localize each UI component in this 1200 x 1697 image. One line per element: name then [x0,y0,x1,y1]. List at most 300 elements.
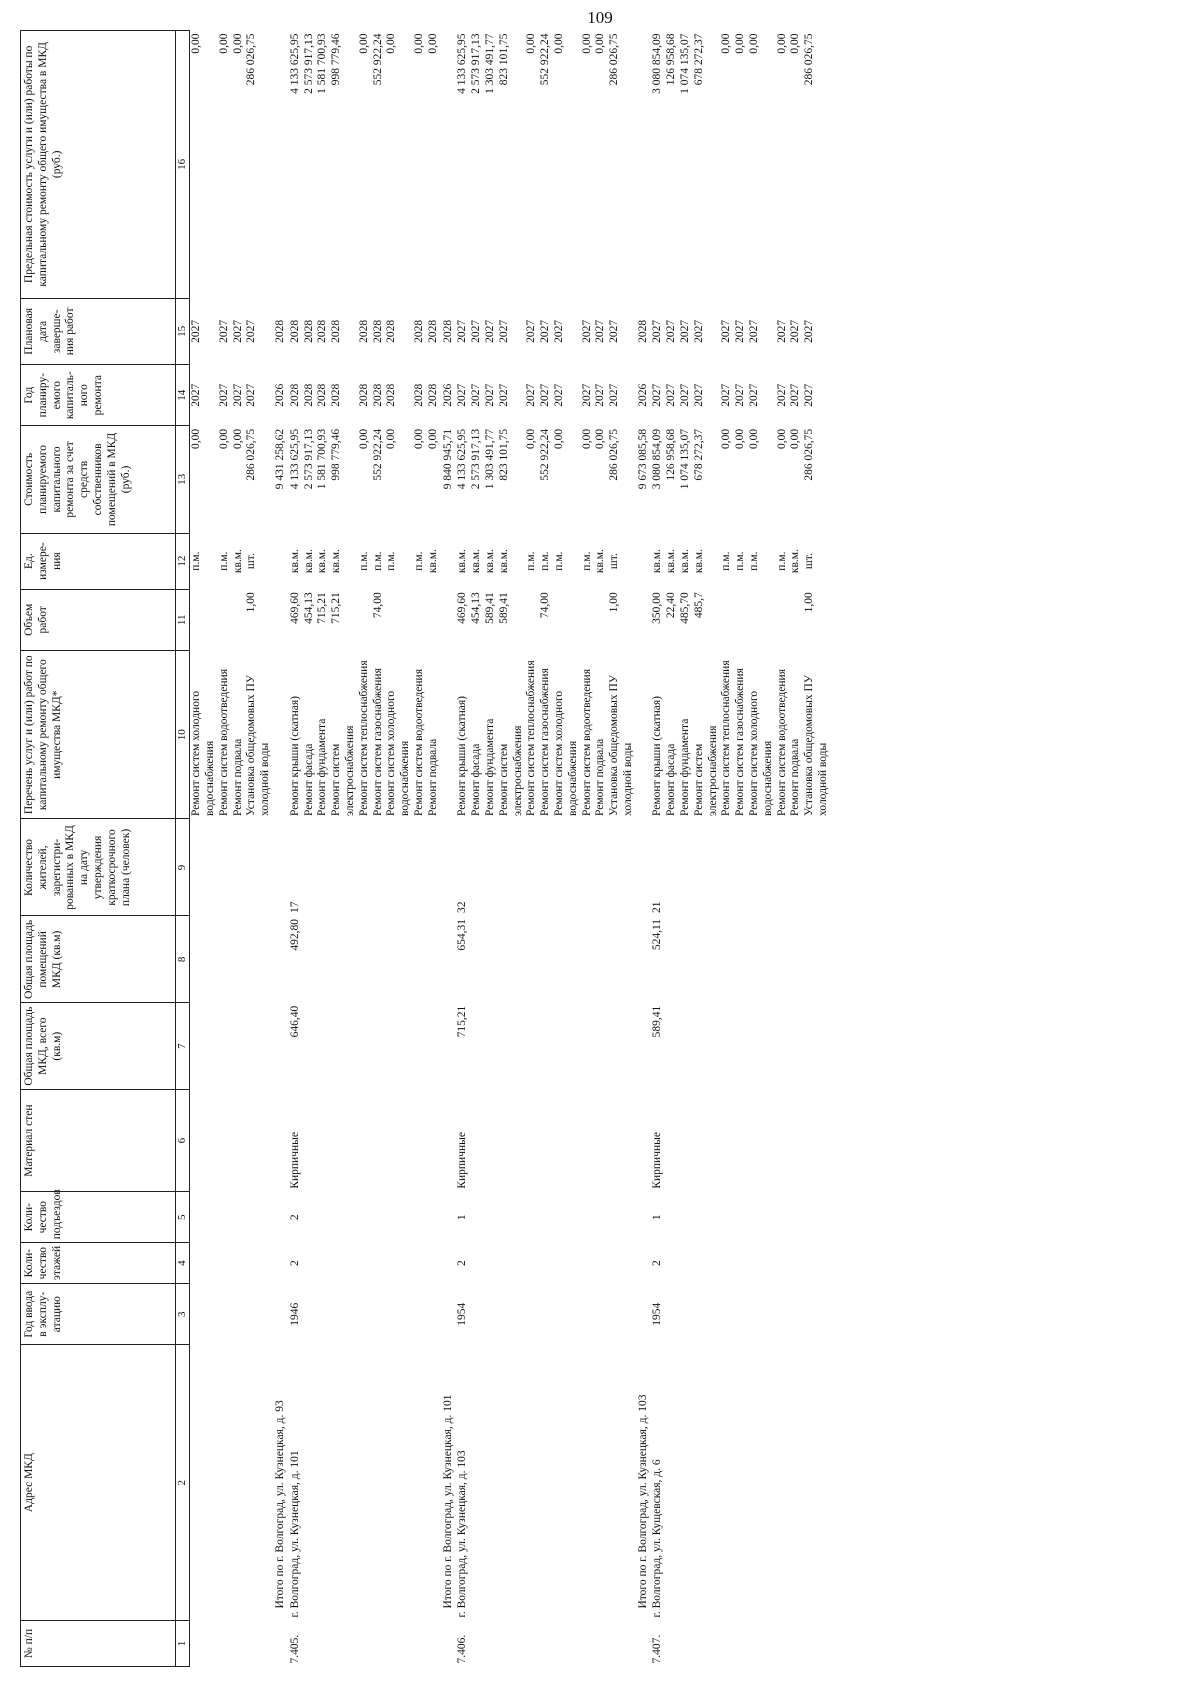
empty-cell [358,1003,372,1090]
empty-cell [372,1192,386,1243]
empty-cell [803,1192,831,1243]
table-row [385,31,413,1667]
empty-cell [498,1090,526,1192]
limit-cost-cell: 4 133 625,95 [456,33,469,94]
unit-cell: п.м. [525,551,538,571]
work-name-cell: Ремонт систем теплоснабжения [357,660,370,816]
limit-cost-cell: 2 573 917,13 [470,33,483,94]
empty-cell [372,1621,386,1667]
table-row [789,31,803,1667]
repair-year-cell: 2028 [288,383,301,407]
empty-cell [665,1090,679,1192]
unit-cell: кв.м. [594,549,607,574]
end-year-cell: 2028 [412,319,425,343]
entrances-cell: 1 [651,1214,664,1221]
cost-cell: 4 133 625,95 [288,428,301,490]
header-cell: Материал стен [21,1090,176,1192]
repair-year-cell: 2027 [580,383,593,407]
empty-cell [553,916,581,1003]
empty-cell [594,819,608,916]
end-year-cell: 2027 [692,319,705,343]
unit-cell: шт. [245,553,258,570]
work-name-cell: Ремонт фасада [665,743,678,816]
empty-cell [190,916,218,1003]
total-end-cell: 2028 [273,319,286,343]
volume-cell: 715,21 [330,592,343,624]
year-built-cell: 1954 [651,1302,664,1326]
cost-cell: 3 080 854,09 [651,428,664,490]
volume-cell [358,589,372,650]
limit-cost-cell: 1 074 135,07 [679,33,692,94]
repair-year-cell: 2027 [231,383,244,407]
work-name-cell: Ремонт подвала [789,738,802,816]
empty-cell [734,1243,748,1284]
limit-cost-cell: 0,00 [775,33,788,54]
unit-cell: п.м. [371,551,384,571]
unit-cell: шт. [803,553,816,570]
empty-cell [665,1192,679,1243]
work-name-cell: Ремонт фундамента [316,718,329,816]
work-name-cell: Ремонт систем теплоснабжения [525,660,538,816]
limit-cost-cell: 678 272,37 [692,33,705,86]
empty-cell [734,1621,748,1667]
table-row [427,31,441,1667]
volume-cell [413,589,427,650]
empty-cell [665,1284,679,1345]
empty-cell [693,1621,721,1667]
repair-year-cell: 2028 [330,383,343,407]
volume-cell: 715,21 [316,592,329,624]
empty-cell [665,1243,679,1284]
end-year-cell: 2027 [789,319,802,343]
empty-cell [385,1621,413,1667]
repair-year-cell: 2027 [483,383,496,407]
end-year-cell: 2027 [580,319,593,343]
empty-cell [553,1243,581,1284]
table-row [594,31,608,1667]
volume-cell [776,589,790,650]
empty-cell [303,1284,317,1345]
empty-cell [303,1192,317,1243]
empty-cell [665,819,679,916]
empty-cell [232,1243,246,1284]
table-row [470,31,484,1667]
header-cell: Адрес МКД [21,1345,176,1621]
end-year-cell: 2027 [217,319,230,343]
unit-cell: кв.м. [302,549,315,574]
empty-cell [748,1284,776,1345]
empty-cell [441,589,457,650]
repair-year-cell: 2028 [412,383,425,407]
table-row [303,31,317,1667]
empty-cell [608,1003,636,1090]
empty-cell [372,1284,386,1345]
column-number: 9 [176,819,190,916]
empty-cell [679,1243,693,1284]
area-premises-cell: 524,11 [651,918,664,951]
work-name-cell: Ремонт крыши (скатная) [651,696,664,816]
work-name-cell: Ремонт систем холодного водоснабжения [552,690,579,816]
empty-cell [218,1345,232,1621]
empty-cell [190,1621,218,1667]
volume-cell: 469,60 [288,592,301,624]
table-row [289,31,303,1667]
entrances-cell: 2 [288,1214,301,1221]
empty-cell [330,1243,358,1284]
table-row [525,31,539,1667]
empty-cell [316,916,330,1003]
empty-cell [316,1243,330,1284]
volume-cell [581,589,595,650]
volume-cell: 454,13 [470,592,483,624]
empty-cell [441,533,457,589]
empty-cell [748,1090,776,1192]
empty-cell [776,1090,790,1192]
empty-cell [190,1192,218,1243]
end-year-cell: 2027 [679,319,692,343]
empty-cell [470,916,484,1003]
empty-cell [789,819,803,916]
address-cell: г. Волгоград, ул. Кущевская, д. 6 [651,1459,664,1618]
empty-cell [720,1345,734,1621]
limit-cost-cell: 0,00 [594,33,607,54]
header-cell: Перечень услуг и (или) работ по капитальному ремонту общего имущества МКД* [21,650,176,819]
empty-cell [594,916,608,1003]
empty-cell [484,916,498,1003]
repair-year-cell: 2028 [302,383,315,407]
empty-cell [358,1621,372,1667]
unit-cell: кв.м. [470,549,483,574]
empty-cell [470,1621,484,1667]
work-name-cell: Ремонт систем газоснабжения [371,668,384,816]
volume-cell: 485,70 [679,592,692,624]
empty-cell [232,1003,246,1090]
capital-repair-table [20,30,831,1667]
empty-cell [525,1621,539,1667]
total-label: Итого по г. Волгоград, ул. Кузнецкая, д. 101 [441,1394,454,1609]
work-name-cell: Ремонт систем электроснабжения [692,725,719,816]
cost-cell: 0,00 [552,428,565,449]
empty-cell [190,819,218,916]
empty-cell [232,1090,246,1192]
empty-cell [581,916,595,1003]
end-year-cell: 2027 [775,319,788,343]
end-year-cell: 2027 [748,319,761,343]
end-year-cell: 2027 [552,319,565,343]
column-number: 10 [176,650,190,819]
volume-cell: 74,00 [539,592,552,619]
empty-cell [413,1090,427,1192]
header-cell: Плановая дата заверше-ния работ [21,298,176,364]
volume-cell: 589,41 [497,592,510,624]
empty-cell [372,819,386,916]
floors-cell: 2 [456,1260,469,1267]
empty-cell [273,533,289,589]
total-year-cell: 2026 [273,383,286,407]
total-cost-cell: 9 840 945,71 [441,428,454,490]
work-name-cell: Ремонт фундамента [483,718,496,816]
empty-cell [693,1192,721,1243]
empty-cell [190,1090,218,1192]
empty-cell [608,1192,636,1243]
unit-cell: п.м. [720,551,733,571]
empty-cell [734,1003,748,1090]
empty-cell [525,1284,539,1345]
table-row [484,31,498,1667]
empty-cell [734,819,748,916]
column-number: 14 [176,365,190,426]
empty-cell [539,1621,553,1667]
column-number: 3 [176,1284,190,1345]
empty-cell [693,819,721,916]
cost-cell: 0,00 [525,428,538,449]
unit-cell: кв.м. [316,549,329,574]
empty-cell [665,916,679,1003]
unit-cell: кв.м. [456,549,469,574]
empty-cell [190,1243,218,1284]
volume-cell [190,589,218,650]
empty-cell [734,1345,748,1621]
work-name-cell: Установка общедомовых ПУ холодной воды [245,675,272,816]
volume-cell: 469,60 [456,592,469,624]
empty-cell [539,819,553,916]
empty-cell [372,1003,386,1090]
total-cost-cell: 9 673 085,58 [636,428,649,490]
limit-cost-cell: 0,00 [720,33,733,54]
empty-cell [789,1621,803,1667]
empty-cell [720,1621,734,1667]
header-cell: Год ввода в эксплу-атацию [21,1284,176,1345]
empty-cell [330,819,358,916]
total-row [273,31,289,1667]
empty-cell [720,1090,734,1192]
unit-cell: кв.м. [330,549,343,574]
empty-cell [539,1192,553,1243]
cost-cell: 0,00 [385,428,398,449]
empty-cell [358,819,372,916]
empty-cell [470,1003,484,1090]
empty-cell [748,1003,776,1090]
empty-cell [245,1284,273,1345]
unit-cell: п.м. [552,551,565,571]
cost-cell: 1 303 491,77 [483,428,496,490]
empty-cell [273,589,289,650]
empty-cell [581,1192,595,1243]
empty-cell [232,1192,246,1243]
work-name-cell: Ремонт систем теплоснабжения [720,660,733,816]
total-year-cell: 2026 [636,383,649,407]
empty-cell [303,1003,317,1090]
end-year-cell: 2027 [803,319,816,343]
unit-cell: кв.м. [497,549,510,574]
work-name-cell: Ремонт фасада [302,743,315,816]
walls-cell: Кирпичные [651,1132,664,1189]
end-year-cell: 2028 [316,319,329,343]
empty-cell [413,916,427,1003]
empty-cell [594,1345,608,1621]
empty-cell [748,1243,776,1284]
empty-cell [776,1284,790,1345]
empty-cell [789,1192,803,1243]
total-year-cell: 2026 [441,383,454,407]
limit-cost-cell: 0,00 [580,33,593,54]
unit-cell: кв.м. [665,549,678,574]
empty-cell [372,1243,386,1284]
empty-cell [303,1621,317,1667]
empty-cell [190,1003,218,1090]
table-row [734,31,748,1667]
empty-cell [693,1243,721,1284]
cost-cell: 2 573 917,13 [302,428,315,490]
page-number: 109 [587,8,613,27]
empty-cell [218,1003,232,1090]
end-year-cell: 2027 [608,319,621,343]
table-row [748,31,776,1667]
empty-cell [218,916,232,1003]
end-year-cell: 2027 [594,319,607,343]
empty-cell [358,916,372,1003]
repair-year-cell: 2027 [525,383,538,407]
limit-cost-cell: 552 922,24 [539,33,552,86]
empty-cell [245,1243,273,1284]
header-cell: № п/п [21,1621,176,1667]
table-row [803,31,831,1667]
cost-cell: 286 026,75 [245,428,258,481]
empty-cell [218,1192,232,1243]
area-total-cell: 646,40 [288,1005,301,1038]
work-name-cell: Ремонт крыши (скатная) [288,696,301,816]
empty-cell [553,1284,581,1345]
empty-cell [358,1345,372,1621]
limit-cost-cell: 823 101,75 [497,33,510,86]
total-end-cell: 2028 [441,319,454,343]
work-name-cell: Ремонт крыши (скатная) [456,696,469,816]
cost-cell: 4 133 625,95 [456,428,469,490]
volume-cell: 589,41 [483,592,496,624]
limit-cost-cell: 0,00 [217,33,230,54]
empty-cell [303,819,317,916]
empty-cell [679,916,693,1003]
cost-cell: 998 779,46 [330,428,343,481]
empty-cell [693,1284,721,1345]
empty-cell [498,1003,526,1090]
volume-cell [525,589,539,650]
empty-cell [498,1345,526,1621]
empty-cell [553,819,581,916]
empty-cell [330,1621,358,1667]
repair-year-cell: 2027 [245,383,258,407]
empty-cell [776,819,790,916]
empty-cell [245,1621,273,1667]
empty-cell [232,916,246,1003]
empty-cell [358,1090,372,1192]
work-name-cell: Ремонт подвала [594,738,607,816]
header-cell: Коли-чество этажей [21,1243,176,1284]
empty-cell [245,916,273,1003]
empty-cell [316,1192,330,1243]
unit-cell: п.м. [190,551,203,571]
empty-cell [498,1284,526,1345]
empty-cell [427,1621,441,1667]
empty-cell [470,1192,484,1243]
residents-cell: 32 [456,901,469,913]
limit-cost-cell: 1 303 491,77 [483,33,496,94]
volume-cell [748,589,776,650]
empty-cell [803,1284,831,1345]
empty-cell [218,1243,232,1284]
area-total-cell: 715,21 [456,1005,469,1038]
empty-cell [776,1345,790,1621]
table-row [665,31,679,1667]
unit-cell: п.м. [357,551,370,571]
total-row [441,31,457,1667]
empty-cell [498,1192,526,1243]
empty-cell [776,916,790,1003]
empty-cell [594,1003,608,1090]
limit-cost-cell: 4 133 625,95 [288,33,301,94]
end-year-cell: 2027 [665,319,678,343]
table-row [581,31,595,1667]
repair-year-cell: 2027 [594,383,607,407]
empty-cell [470,1243,484,1284]
table-row [553,31,581,1667]
empty-cell [748,1192,776,1243]
end-year-cell: 2028 [371,319,384,343]
empty-cell [594,1243,608,1284]
limit-cost-cell: 0,00 [552,33,565,54]
repair-year-cell: 2028 [426,383,439,407]
empty-cell [232,1345,246,1621]
limit-cost-cell: 0,00 [231,33,244,54]
empty-cell [232,819,246,916]
volume-cell [734,589,748,650]
repair-year-cell: 2027 [720,383,733,407]
total-row [636,31,652,1667]
cost-cell: 0,00 [580,428,593,449]
empty-cell [330,1284,358,1345]
header-cell: Год планиру-емого капиталь-ного ремонта [21,365,176,426]
cost-cell: 286 026,75 [608,428,621,481]
empty-cell [679,1284,693,1345]
empty-cell [748,1621,776,1667]
empty-cell [693,916,721,1003]
header-cell: Общая площадь МКД, всего (кв.м) [21,1003,176,1090]
repair-year-cell: 2027 [789,383,802,407]
volume-cell: 1,00 [803,592,816,613]
empty-cell [594,1621,608,1667]
area-premises-cell: 654,31 [456,918,469,951]
table-row [693,31,721,1667]
volume-cell: 22,40 [665,592,678,619]
empty-cell [385,819,413,916]
empty-cell [413,1003,427,1090]
limit-cost-cell: 3 080 854,09 [651,33,664,94]
empty-cell [427,1090,441,1192]
unit-cell: п.м. [539,551,552,571]
empty-cell [316,1090,330,1192]
empty-cell [720,819,734,916]
empty-cell [539,1243,553,1284]
empty-cell [734,1090,748,1192]
work-name-cell: Ремонт фундамента [679,718,692,816]
repair-year-cell: 2027 [651,383,664,407]
empty-cell [245,1090,273,1192]
cost-cell: 1 074 135,07 [679,428,692,490]
table-row [776,31,790,1667]
end-year-cell: 2027 [245,319,258,343]
empty-cell [789,1345,803,1621]
work-name-cell: Ремонт систем электроснабжения [497,725,524,816]
